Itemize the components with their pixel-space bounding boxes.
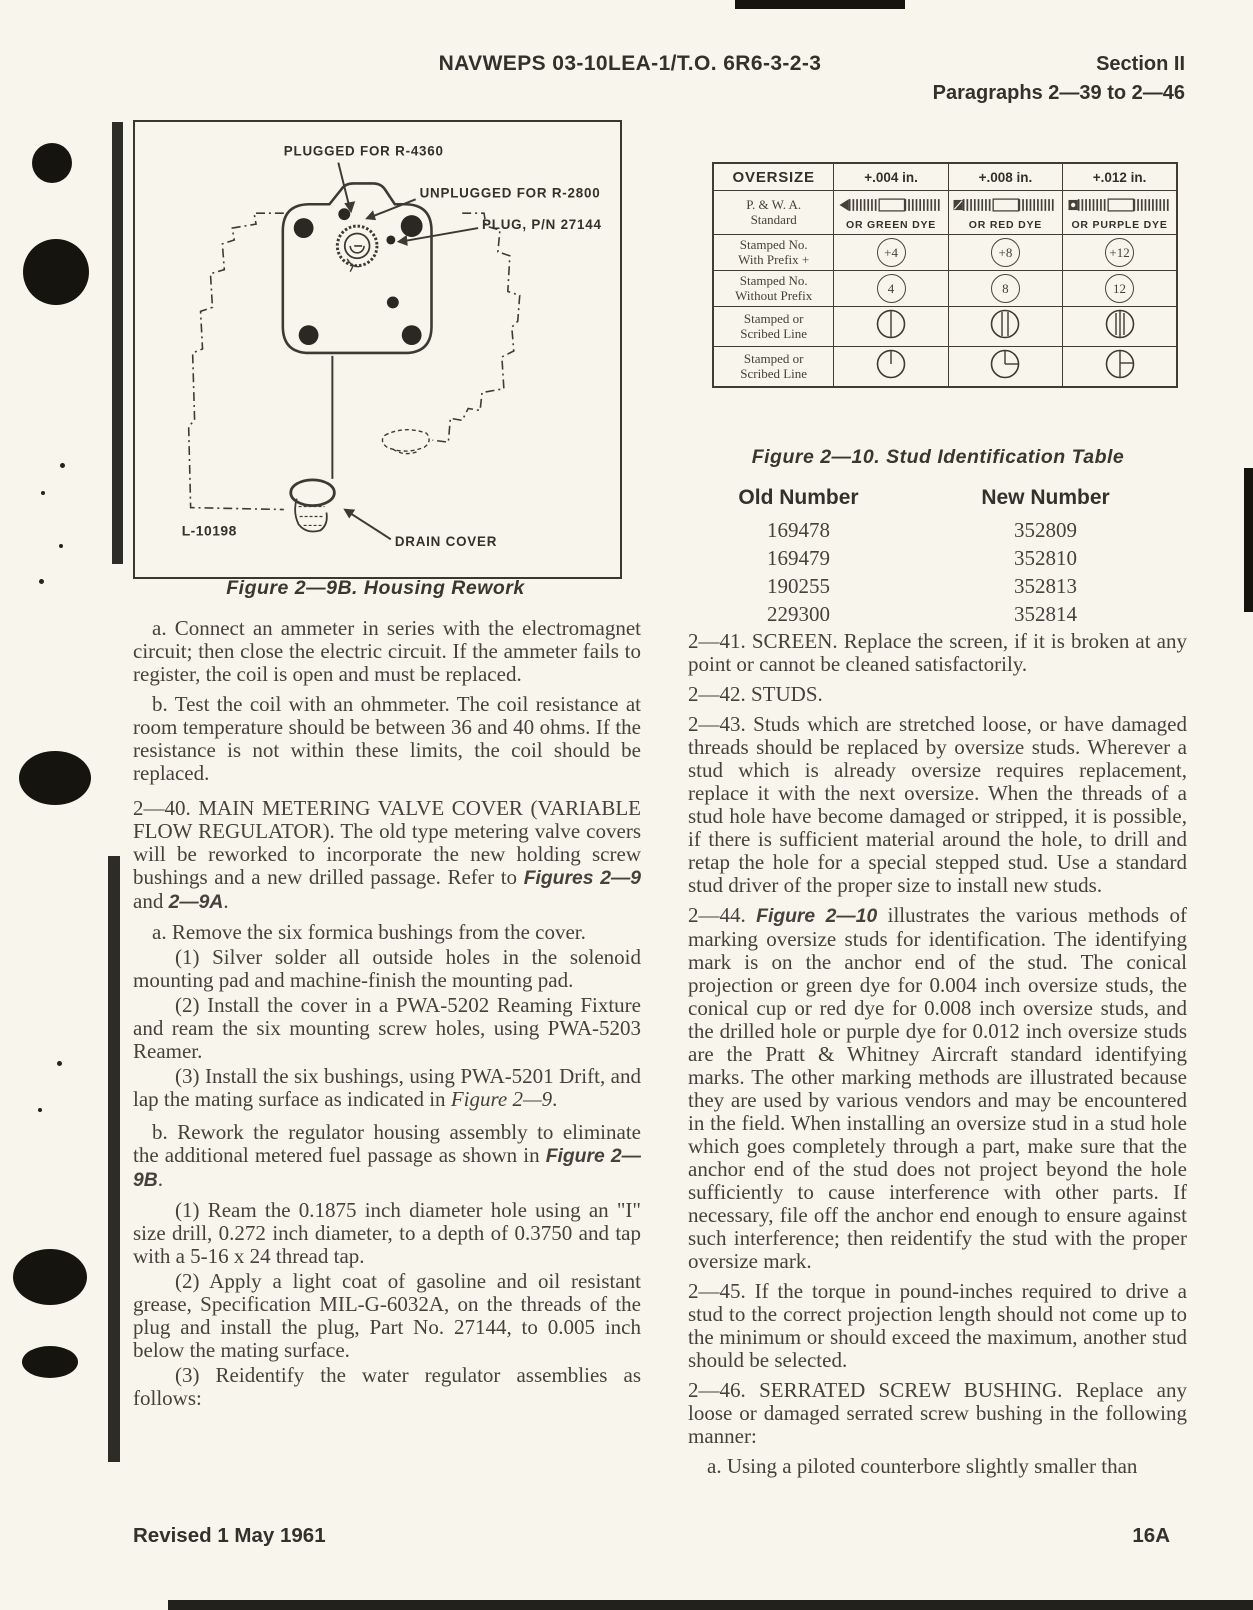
label-figure-ref: L-10198 xyxy=(181,522,237,539)
section-title: Section II xyxy=(1096,53,1185,75)
old-number-value: 169479 xyxy=(767,546,830,570)
para-2-40-text: 2—40. MAIN METERING VALVE COVER (VARIABLE FLOW REGULATOR). The old type metering valve covers will be reworked to incorporate the new holding screw bushings and a new drilled passage. Refer to xyxy=(133,796,641,889)
row-label xyxy=(713,271,834,307)
stamp-cell xyxy=(948,271,1062,307)
ink-speck xyxy=(39,579,44,584)
para-1-solder: (1) Silver solder all outside holes in the solenoid mounting pad and machine-finish the mounting pad. xyxy=(133,945,641,992)
para-2-40-end: . xyxy=(223,889,229,913)
col-header-012: +.012 in. xyxy=(1063,163,1177,191)
revision-date: Revised 1 May 1961 xyxy=(133,1524,326,1547)
stud-conical-cup-icon xyxy=(951,195,1059,215)
label-plug: PLUG, P/N 27144 xyxy=(482,217,602,233)
stud-cell-012 xyxy=(1063,191,1177,235)
paragraphs-range: Paragraphs 2—39 to 2—46 xyxy=(932,82,1185,104)
drain-plug-threads xyxy=(299,507,325,526)
bolt-hole xyxy=(402,325,422,345)
ink-speck xyxy=(41,491,45,495)
housing-outline-left xyxy=(189,213,284,509)
para-2-40-mid: and xyxy=(133,889,169,913)
scan-bar-bottom xyxy=(168,1600,1253,1610)
row-label-line2: Scribed Line xyxy=(740,365,808,381)
scribe-cell xyxy=(948,347,1062,388)
ink-speck xyxy=(38,1108,42,1112)
row-label-line1: Stamped No. xyxy=(739,237,808,252)
housing-outline-right xyxy=(432,213,519,442)
para-2-44-text: illustrates the various methods of marking oversize studs for identification. The identifying mark is on the anchor end of the stud. The conical projection or green dye for 0.004 inch oversize studs, the conical cup or red dye for 0.008 inch oversize studs, and the drilled hole or purple dye for 0.012 inch oversize studs are the Pratt & Whitney Aircraft standard identifying marks. The other marking methods are illustrated because they are used by various vendors and may be encountered in the field. When installing an oversize stud in a stud hole which goes completely through a part, make sure that the anchor end of the stud does not project beyond the hole sufficiently to cause interference with other parts. If necessary, file off the anchor end enough to ensure against such interference; then reidentify the stud with the proper oversize mark. xyxy=(688,903,1187,1273)
bolt-hole xyxy=(387,296,399,308)
stamped-number-circle: 12 xyxy=(1105,274,1134,303)
bolt-hole xyxy=(401,215,423,237)
scribe-cell xyxy=(1063,307,1177,347)
table-row-without-prefix xyxy=(713,271,1177,307)
boss-detail xyxy=(350,246,364,253)
new-number-value: 352814 xyxy=(1014,602,1077,626)
dye-label-green: OR GREEN DYE xyxy=(845,218,937,231)
stud-conical-tip-icon xyxy=(837,195,945,215)
figure-2-9b-ref: Figure 2—9B xyxy=(133,1146,641,1191)
row-label xyxy=(713,235,834,271)
stud-cell-004 xyxy=(834,191,948,235)
plug-hole xyxy=(386,235,395,244)
para-2-41-screen: 2—41. SCREEN. Replace the screen, if it is broken at any point or cannot be cleaned satisfactorily. xyxy=(688,629,1187,676)
new-number-value: 352809 xyxy=(1014,518,1077,542)
figure-2-10-ref: Figure 2—10 xyxy=(756,906,878,927)
old-number-header: Old Number xyxy=(738,486,859,509)
page-number: 16A xyxy=(1132,1524,1170,1547)
stamped-number-circle: 8 xyxy=(991,274,1020,303)
bolt-hole xyxy=(294,218,314,238)
dye-label-purple: OR PURPLE DYE xyxy=(1071,218,1168,231)
arrowhead xyxy=(397,235,408,246)
para-1-ream: (1) Ream the 0.1875 inch diameter hole using an "I" size drill, 0.272 inch diameter, to a depth of 0.3750 and tap with a 5-16 x 24 thread tap. xyxy=(133,1198,641,1268)
stamped-number-circle: +12 xyxy=(1105,238,1134,267)
figure-2-9a-ref: 2—9A xyxy=(168,892,224,913)
scribe-cell xyxy=(1063,347,1177,388)
margin-bar-upper xyxy=(112,122,123,564)
bolt-hole xyxy=(338,208,350,220)
para-b-rework xyxy=(133,1121,641,1192)
stud-cell-008 xyxy=(948,191,1062,235)
para-3-reidentify: (3) Reidentify the water regulator assemblies as follows: xyxy=(133,1363,641,1410)
stamped-number-circle: 4 xyxy=(877,274,906,303)
left-text-column xyxy=(133,617,641,1417)
new-number-value: 352813 xyxy=(1014,574,1077,598)
row-label-line1: Stamped or xyxy=(743,351,804,366)
table-row-scribed-radii xyxy=(713,347,1177,388)
punch-hole-mark xyxy=(22,1346,78,1378)
figure-2-10-caption: Figure 2—10. Stud Identification Table xyxy=(751,446,1125,468)
figure-2-9b-caption: Figure 2—9B. Housing Rework xyxy=(226,577,525,599)
leader-line xyxy=(349,513,391,540)
quarter-sector-circle-icon xyxy=(989,348,1021,380)
para-2-46-bushing: 2—46. SERRATED SCREW BUSHING. Replace any loose or damaged serrated screw bushing in the following manner: xyxy=(688,1378,1187,1448)
para-3-install-bushings xyxy=(133,1065,641,1111)
arrowhead xyxy=(343,509,355,519)
para-3-text: (3) Install the six bushings, using PWA-5201 Drift, and lap the mating surface as indicated in xyxy=(133,1064,641,1111)
table-row-with-prefix xyxy=(713,235,1177,271)
stud-identification-table xyxy=(712,162,1178,388)
right-text-column xyxy=(688,630,1187,1485)
one-line-circle-icon xyxy=(875,308,907,340)
scan-bar-top xyxy=(735,0,905,9)
table-header-row xyxy=(713,163,1177,191)
ink-speck xyxy=(59,544,63,548)
doc-number: NAVWEPS 03-10LEA-1/T.O. 6R6-3-2-3 xyxy=(438,52,822,75)
figure-2-9b-box xyxy=(133,120,622,579)
boss-detail xyxy=(347,259,359,272)
para-2-44 xyxy=(688,904,1187,1273)
punch-hole-mark xyxy=(23,239,89,305)
old-number-column xyxy=(706,486,891,628)
row-label-line1: Stamped No. xyxy=(739,273,808,288)
para-2-install-cover: (2) Install the cover in a PWA-5202 Reaming Fixture and ream the six mounting screw holes, using PWA-5203 Reamer. xyxy=(133,993,641,1063)
table-row-pwa-standard xyxy=(713,191,1177,235)
col-header-008: +.008 in. xyxy=(948,163,1062,191)
para-b-text: b. Rework the regulator housing assembly to eliminate the additional metered fuel passage as shown in xyxy=(133,1120,641,1167)
old-number-value: 190255 xyxy=(767,574,830,598)
arrowhead xyxy=(365,210,376,220)
stamp-cell xyxy=(834,271,948,307)
para-b-end: . xyxy=(157,1167,163,1191)
scribe-cell xyxy=(834,307,948,347)
new-number-value: 352810 xyxy=(1014,546,1077,570)
bolt-hole xyxy=(299,325,319,345)
label-unplugged: UNPLUGGED FOR R-2800 xyxy=(419,185,601,201)
stamp-cell xyxy=(1063,271,1177,307)
dye-label-red: OR RED DYE xyxy=(968,218,1043,231)
scan-bar-right-edge xyxy=(1244,468,1253,612)
para-3-end: . xyxy=(552,1087,558,1111)
col-header-004: +.004 in. xyxy=(834,163,948,191)
para-a-ammeter: a. Connect an ammeter in series with the electromagnet circuit; then close the electric circuit. If the ammeter fails to register, the coil is open and must be replaced. xyxy=(133,616,641,686)
figure-2-9-ref-italic: Figure 2—9 xyxy=(450,1087,553,1111)
row-label-line1: Stamped or xyxy=(743,311,804,326)
para-a-remove: a. Remove the six formica bushings from the cover. xyxy=(152,920,586,944)
quartered-circle-icon xyxy=(1104,348,1136,380)
row-label-line2: Scribed Line xyxy=(740,325,808,341)
stamped-number-circle: +4 xyxy=(877,238,906,267)
table-row-scribed-chords xyxy=(713,307,1177,347)
stamped-number-circle: +8 xyxy=(991,238,1020,267)
punch-hole-mark xyxy=(32,143,72,183)
col-header-oversize: OVERSIZE xyxy=(713,163,834,191)
margin-bar-lower xyxy=(108,856,120,1462)
punch-hole-mark xyxy=(13,1249,87,1305)
punch-hole-mark xyxy=(19,751,91,805)
label-drain-cover: DRAIN COVER xyxy=(394,534,498,550)
drain-cover-ring xyxy=(291,480,335,506)
one-radius-circle-icon xyxy=(875,348,907,380)
para-a-counterbore: a. Using a piloted counterbore slightly smaller than xyxy=(707,1454,1138,1478)
scribe-cell xyxy=(834,347,948,388)
new-number-header: New Number xyxy=(981,486,1110,509)
label-plugged: PLUGGED FOR R-4360 xyxy=(283,143,444,159)
row-label xyxy=(713,191,834,235)
stamp-cell xyxy=(1063,235,1177,271)
row-label-line2: With Prefix + xyxy=(738,251,810,267)
para-2-44-num: 2—44. xyxy=(688,903,757,927)
figure-2-9-ref: Figures 2—9 xyxy=(523,868,641,889)
row-label xyxy=(713,347,834,388)
ink-speck xyxy=(60,463,65,468)
header-right xyxy=(880,50,1185,108)
old-number-value: 169478 xyxy=(767,518,830,542)
new-number-column xyxy=(948,486,1143,628)
side-fitting xyxy=(382,430,429,454)
two-line-circle-icon xyxy=(989,308,1021,340)
scribe-cell xyxy=(948,307,1062,347)
ink-speck xyxy=(57,1061,62,1066)
para-2-40 xyxy=(133,797,641,914)
row-label-line1: P. & W. A. xyxy=(746,197,802,212)
para-2-apply-grease: (2) Apply a light coat of gasoline and oil resistant grease, Specification MIL-G-6032A, on the threads of the plug and install the plug, Part No. 27144, to 0.005 inch below the mating surface. xyxy=(133,1269,641,1362)
row-label-line2: Standard xyxy=(750,211,797,227)
stud-drilled-hole-icon xyxy=(1066,195,1174,215)
para-b-ohmmeter: b. Test the coil with an ohmmeter. The coil resistance at room temperature should be between 36 and 40 ohms. If the resistance is not within these limits, the coil should be replaced. xyxy=(133,692,641,785)
stamp-cell xyxy=(948,235,1062,271)
row-label xyxy=(713,307,834,347)
housing-rework-drawing xyxy=(135,122,616,573)
three-line-circle-icon xyxy=(1104,308,1136,340)
para-2-42-studs: 2—42. STUDS. xyxy=(688,682,823,706)
stamp-cell xyxy=(834,235,948,271)
old-number-value: 229300 xyxy=(767,602,830,626)
para-2-43: 2—43. Studs which are stretched loose, or have damaged threads should be replaced by oversize studs. Wherever a stud which is already oversize requires replacement, replace it with the next oversize. When the threads of a stud hole have become damaged or stripped, it is possible, if there is sufficient material around the hole, to drill and retap the hole for a special stepped stud. Use a standard stud driver of the proper size to install new studs. xyxy=(688,712,1187,897)
para-2-45-torque: 2—45. If the torque in pound-inches required to drive a stud to the correct projection length should not come up to the minimum or should exceed the maximum, another stud should be selected. xyxy=(688,1279,1187,1372)
row-label-line2: Without Prefix xyxy=(735,287,813,303)
